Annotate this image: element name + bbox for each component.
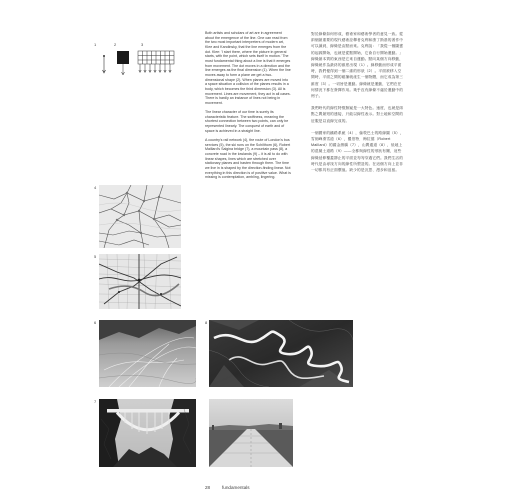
line-plane-body-diagram (92, 47, 182, 87)
chinese-text-column (311, 31, 404, 179)
chinese-paragraph-2: 我們時代的線性特徵無疑是一大特色。速度，也就是兩點之間最短的連接，只能以線性表示。對土地和空間的征服是以直線完成的。 (311, 106, 404, 123)
body-diagram-grid (138, 51, 174, 73)
line-diagram-dot (103, 55, 105, 57)
ski-runs-aerial-photo (99, 320, 196, 387)
figure-number-6: 6 (94, 320, 97, 325)
english-paragraph-2: The linear character of our time is surely its characteristic feature. The swiftness, meaning the shortest connection between two points, can only be represented linearly. The conquest of earth and of space is achieved in a straight line. (205, 110, 289, 133)
plane-diagram-square (117, 51, 129, 64)
salgina-bridge-photo (99, 399, 196, 467)
page-number: 28 (205, 485, 211, 490)
figure-number-4: 4 (94, 185, 97, 190)
mountain-pass-aerial-photo (209, 320, 353, 387)
figure-number-7: 7 (94, 399, 97, 404)
concrete-road-photo (209, 399, 293, 467)
figure-number-2: 2 (114, 42, 117, 47)
figure-number-5: 5 (94, 254, 97, 259)
london-bus-routes-map-image (99, 254, 181, 309)
english-paragraph-3: A country's rail network (4), the route of London's bus services (5), the ski runs on the Schilthorn (6), Robert Maillard's Salgina bridge (7), a mountain pass (8), a concrete road in the lowlands (9) – it is all to do with linear shapes, lines which are stretched over stationary planes and hasten through them. The time we live in is shaped by the direction-finding linear. Not everything in this direction is of positive value. What is missing is contemplation, ambling, lingering. (205, 137, 291, 180)
section-title: fundamentals (222, 485, 250, 490)
chinese-paragraph-1: 對於線條如何形成，藝術家和藝術學者的意見一致。從兩個最重要的現代藝術詮釋者克利和康丁斯基的著作中可以讀到，線條是由點而來。克利說：「我從一個圖畫的起源開始，也就是從點開始，它會自行開始運動。」線條最本質的東西是它來自運動。點向某個方向移動，線條就作為最終的維度出現（1）。線移動而形成平面時，我們便得到一個二維的形狀（2）。平面被移入空間時，平面之間的碰撞就產生一個物體，而它成為第三維度（3）。一切皆是運動。線條就是運動，它們在任何情況下都在發揮作用。幾乎沒有線條不處於運動中的例子。 (311, 32, 404, 99)
english-text-column (205, 31, 291, 184)
english-paragraph-1: Both artists and scholars of art are in agreement about the emergence of the line. One can read from the two most important interpreters of modern art, Klee and Kandinsky, that the line emerges from the dot. Klee: 'I start there, where the picture in general starts, with the point, which sets itself in motion.' The most fundamental thing about a line is that it emerges from movement. The dot moves in a direction and the line emerges as the final dimension (1). When the line moves away to form a plane we get a two-dimensional shape (2). When planes are moved into a space situation a collision of the planes results in a body, which becomes the third dimension (3). All is movement. Lines are movement, they act in all cases. There is hardly an instance of lines not being in movement. (205, 31, 291, 105)
rail-network-map-image (99, 185, 181, 248)
chinese-paragraph-3: 一個國家的鐵路系統（4），倫敦巴士的路線圖（5），雪朗峰滑雪道（6），羅伯特．梅拉德（Robert Maillard）的薩金納橋（7），山間通道（8），低地上的混凝土道路（9）——全都與線性的形狀有關，這些線條延伸覆蓋靜止的平面並匆匆穿過它們。我們生活的時代是由尋找方向的線性所塑造的。在這個方向上並非一切都具有正面價值。缺少的是沉思、漫步和逗留。 (311, 130, 404, 173)
figure-number-8: 8 (205, 320, 208, 325)
figure-number-1: 1 (94, 42, 97, 47)
figure-number-3: 3 (141, 42, 144, 47)
